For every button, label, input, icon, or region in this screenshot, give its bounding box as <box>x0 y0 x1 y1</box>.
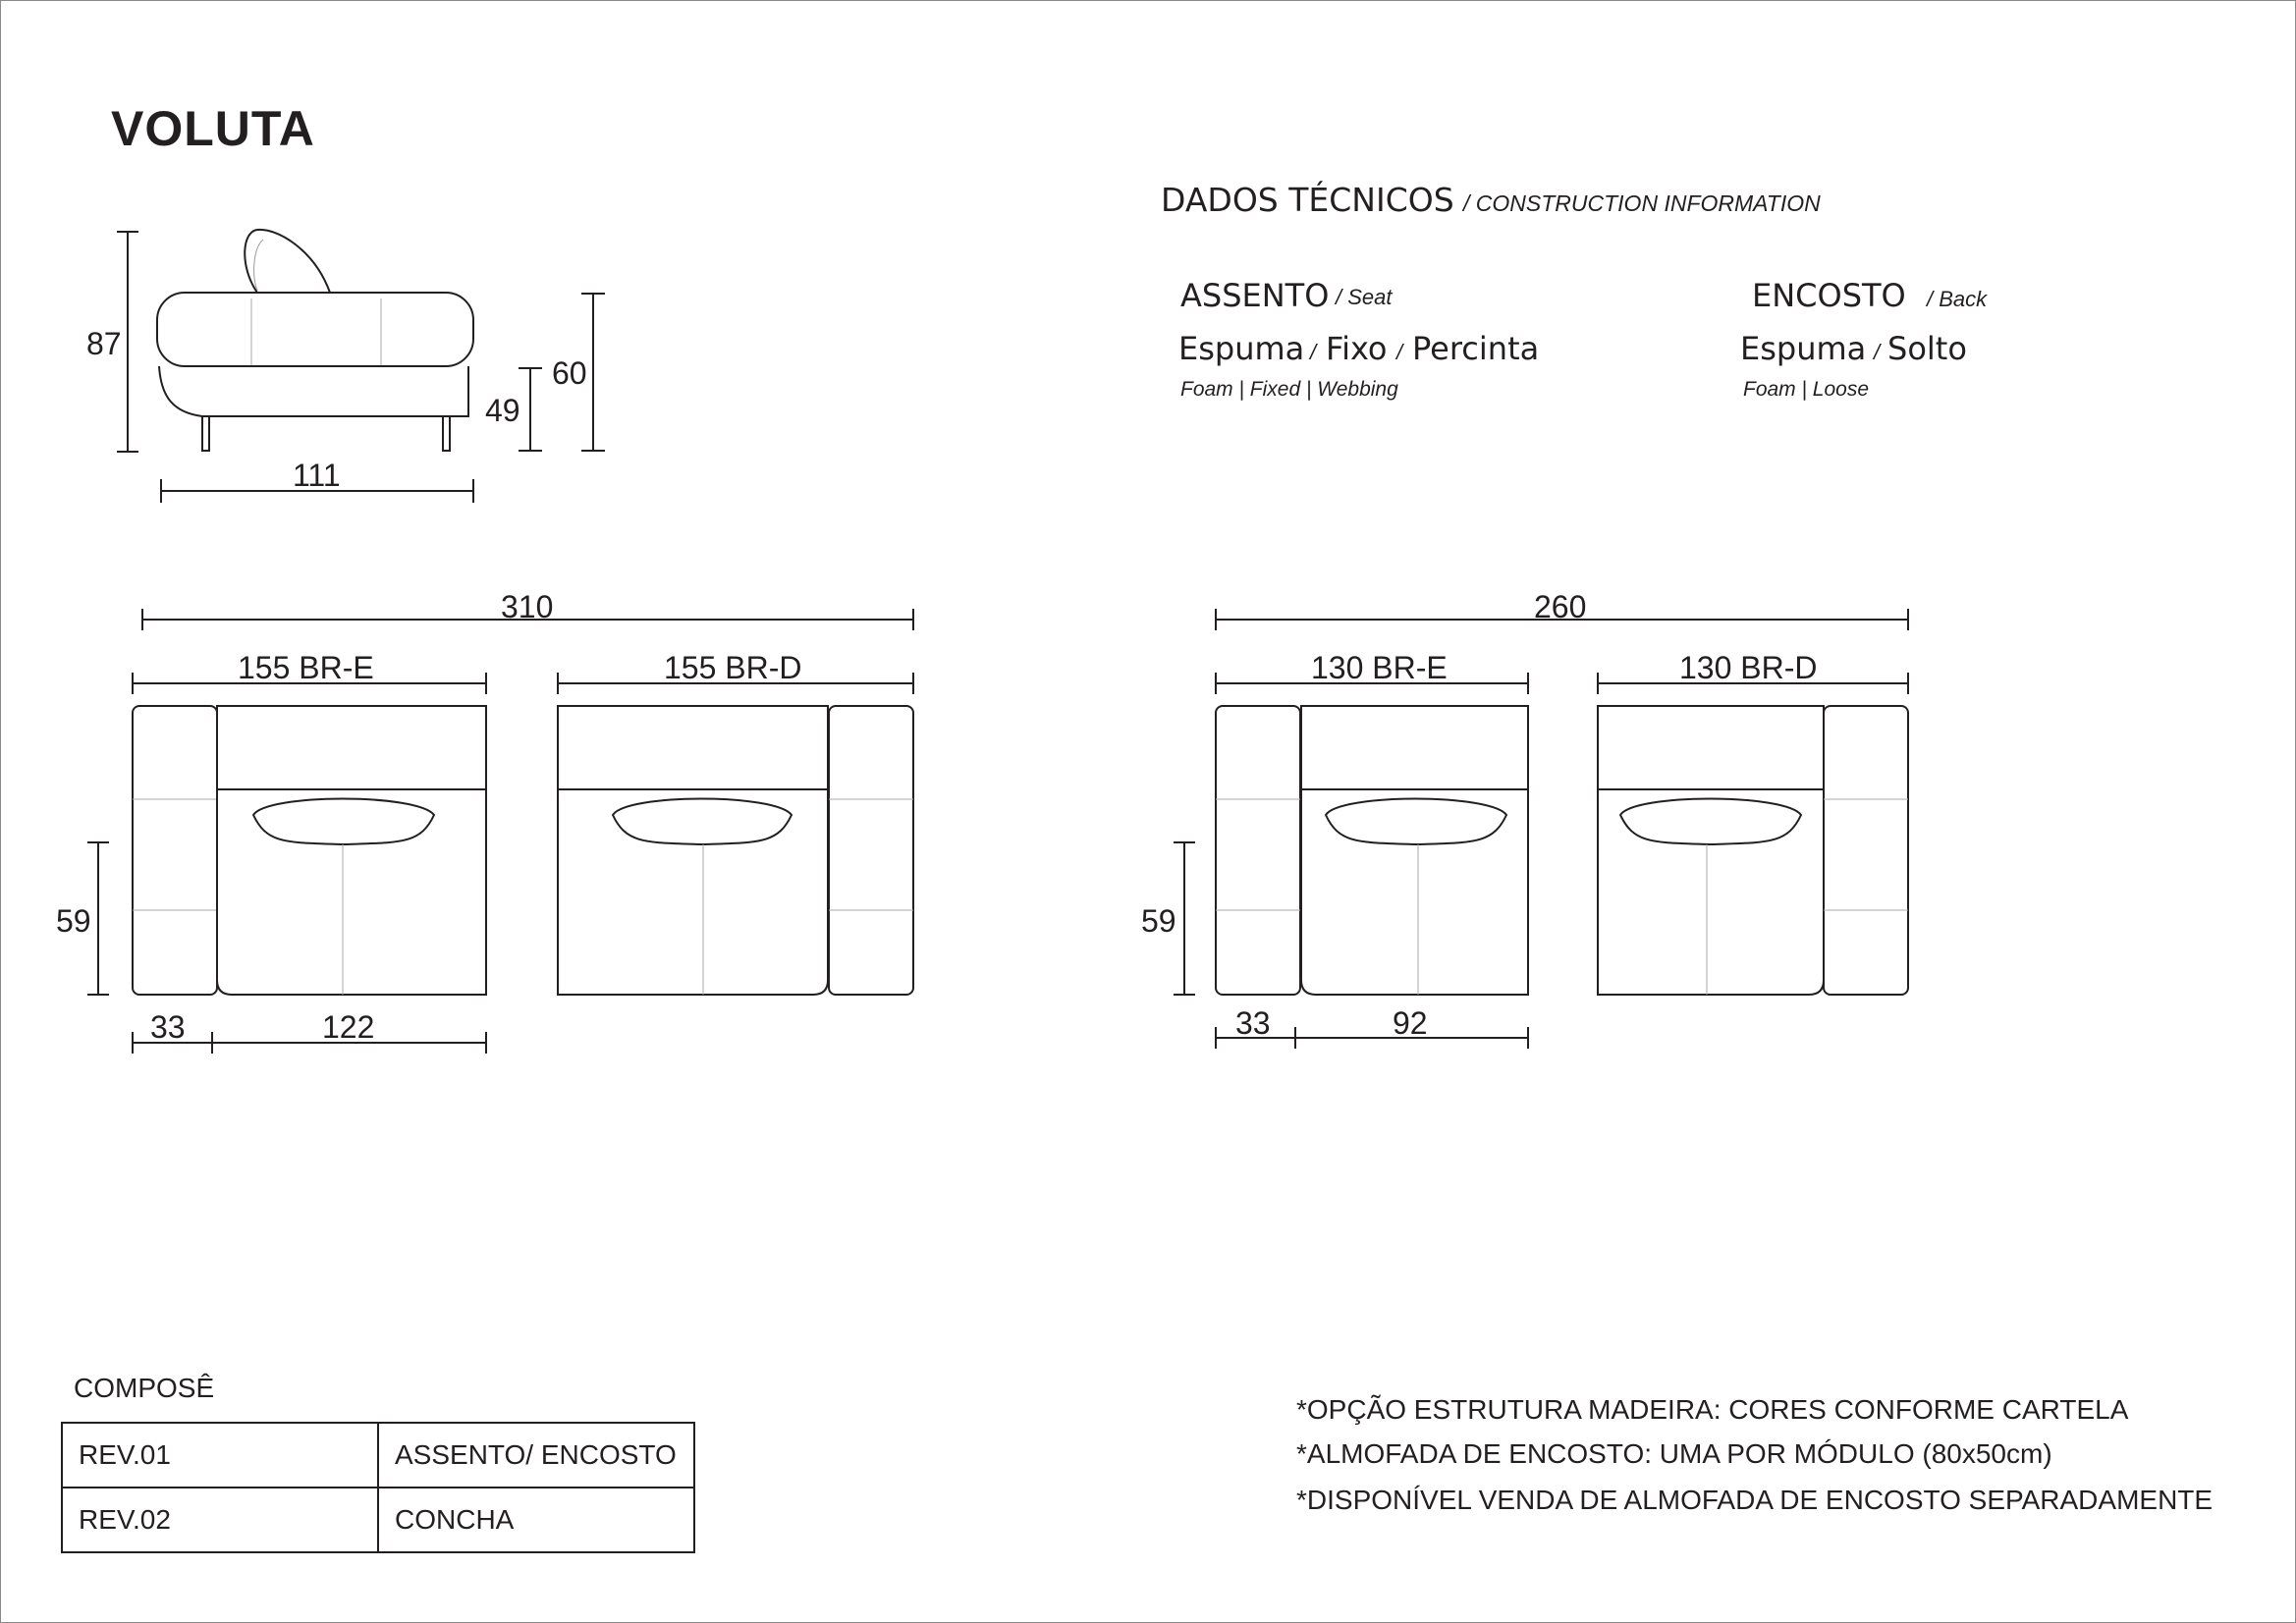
seat-material-foam: Espuma <box>1178 330 1305 367</box>
technical-data-subtitle: / CONSTRUCTION INFORMATION <box>1463 190 1821 216</box>
module-130-left-pillow <box>1326 799 1506 845</box>
side-leg-front <box>202 416 209 451</box>
side-view-drawing <box>117 230 605 503</box>
module-155-left-arm <box>133 706 217 995</box>
seat-subtitle: / Seat <box>1336 285 1393 309</box>
module-260-seat-width-label: 92 <box>1393 1005 1428 1041</box>
back-separator: / <box>1874 340 1881 364</box>
seat-material-fixed: Fixo <box>1326 330 1388 367</box>
module-260-right-label: 130 BR-D <box>1679 650 1818 685</box>
module-260-total-label: 260 <box>1534 589 1587 624</box>
module-310-arm-width-label: 33 <box>150 1009 186 1045</box>
side-arm-height-label: 60 <box>552 355 587 391</box>
revision-description: ASSENTO/ ENCOSTO <box>378 1423 694 1488</box>
revision-table <box>61 1422 695 1553</box>
note-cushion-sale: *DISPONÍVEL VENDA DE ALMOFADA DE ENCOSTO SEPARADAMENTE <box>1296 1485 2214 1515</box>
module-260-depth-label: 59 <box>1141 903 1176 939</box>
note-wood-structure: *OPÇÃO ESTRUTURA MADEIRA: CORES CONFORME CARTELA <box>1296 1394 2129 1425</box>
module-155-right-seat <box>558 706 828 995</box>
side-seat-cushion <box>157 293 473 366</box>
module-155-right-pillow <box>613 799 792 845</box>
module-130-right-arm <box>1824 706 1908 995</box>
module-260-arm-width-label: 33 <box>1235 1005 1271 1041</box>
back-title: ENCOSTO <box>1752 277 1906 314</box>
module-130-right-seat <box>1598 706 1824 995</box>
module-260-left-label: 130 BR-E <box>1311 650 1448 685</box>
seat-title: ASSENTO <box>1180 277 1330 314</box>
side-depth-label: 111 <box>293 458 341 493</box>
module-310-right-label: 155 BR-D <box>664 650 802 685</box>
module-310-seat-width-label: 122 <box>322 1009 375 1045</box>
module-130-left-arm <box>1216 706 1300 995</box>
module-310-depth-label: 59 <box>56 903 91 939</box>
back-material-foam: Espuma <box>1740 330 1867 367</box>
revision-description: CONCHA <box>378 1488 694 1552</box>
module-130-right-pillow <box>1620 799 1801 845</box>
revision-code: REV.02 <box>62 1488 378 1552</box>
module-155-right-arm <box>829 706 913 995</box>
technical-data-title: DADOS TÉCNICOS <box>1161 181 1454 219</box>
seat-separator-1: / <box>1310 340 1317 364</box>
module-155-left-seat <box>217 706 486 995</box>
revision-code: REV.01 <box>62 1423 378 1488</box>
seat-material-webbing: Percinta <box>1412 330 1540 367</box>
product-title: VOLUTA <box>111 101 315 156</box>
note-back-cushion: *ALMOFADA DE ENCOSTO: UMA POR MÓDULO (80x50cm) <box>1296 1438 2052 1469</box>
module-310-total-label: 310 <box>501 589 554 624</box>
back-subtitle: / Back <box>1927 287 1988 311</box>
side-height-label: 87 <box>86 326 122 361</box>
module-155-left-pillow <box>253 799 434 845</box>
back-material-loose: Solto <box>1887 330 1967 367</box>
side-seat-height-label: 49 <box>485 393 520 428</box>
seat-materials-english: Foam | Fixed | Webbing <box>1180 378 1398 401</box>
side-headrest <box>245 230 330 293</box>
seat-separator-2: / <box>1396 340 1403 364</box>
back-materials-english: Foam | Loose <box>1743 378 1870 401</box>
compose-title: COMPOSÊ <box>74 1373 215 1403</box>
side-leg-back <box>443 416 450 451</box>
module-310-left-label: 155 BR-E <box>238 650 374 685</box>
side-base <box>159 366 468 416</box>
table-row <box>62 1423 694 1488</box>
table-row <box>62 1488 694 1552</box>
module-130-left-seat <box>1301 706 1528 995</box>
